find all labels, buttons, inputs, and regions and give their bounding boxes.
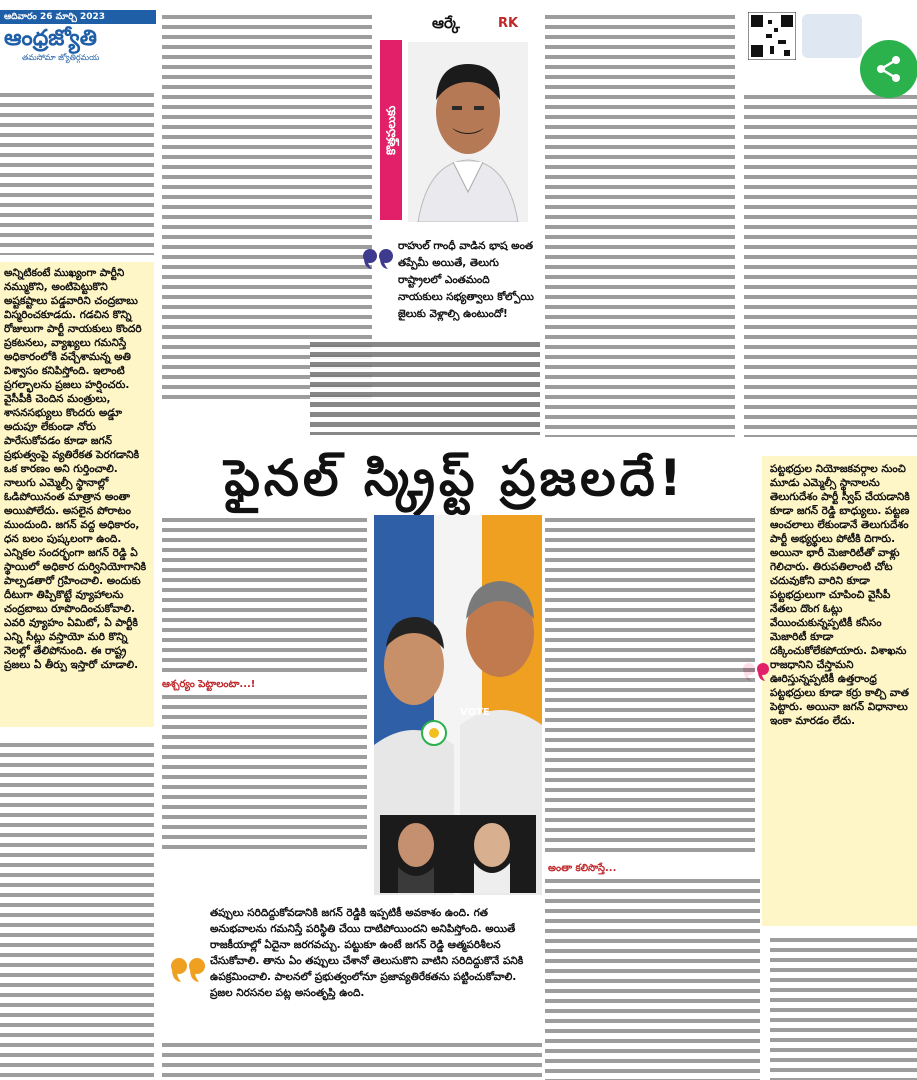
article-body-col3-top — [310, 340, 540, 435]
column-name-badge — [380, 40, 402, 220]
masthead — [0, 0, 156, 64]
qr-code-icon — [748, 12, 796, 60]
article-body-col4-bottom — [545, 876, 760, 1080]
article-body-col5-bottom — [770, 935, 917, 1080]
promo-lines — [802, 14, 862, 58]
masthead-date: ఆదివారం 26 మార్చి 2023 — [4, 12, 106, 22]
column-author: ఆర్కే — [432, 14, 460, 32]
quote-icon — [362, 246, 396, 270]
right-highlight-box — [762, 456, 917, 926]
pull-quote-top-text: రాహుల్ గాంధీ వాడిన భాష అంత తప్పేమీ అయితే, తెలుగు రాష్ట్రాలలో ఎంతమంది నాయకులు సభ్యత్వాలు కోల్పోయి జైలుకు వెళ్లాల్సి ఉంటుందో! — [398, 240, 534, 320]
article-body-left-top — [0, 90, 154, 255]
article-body-col2-mid — [162, 515, 367, 675]
quote-icon — [170, 955, 208, 983]
article-body-col2-lower — [162, 692, 367, 850]
right-highlight-text: పట్టభద్రుల నియోజకవర్గాల నుంచి మూడు ఎమ్మెల్సీ స్థానాలను తెలుగుదేశం పార్టీ స్వీప్ చేయడానికి కూడా జగన్ రెడ్డి బాధ్యులు. పట్టణ ఆంచలాలు లేకుండానే తెలుగుదేశం పార్టీ అభ్యర్థులు పోటీకి దిగారు. అయినా భారీ మెజారిటీతో వాళ్లు గెలిచారు. తిరుపతిలాంటి చోట చదువుకోని వారిని కూడా పట్టభద్రులుగా చూపించి వైసీపీ నేతలు దొంగ ఓట్లు వేయించుకున్నప్పటికీ కనీసం మెజారిటీ కూడా దక్కించుకోలేకపోయారు. విశాఖను రాజధానిని చేస్తామని ఊరిస్తున్నప్పటికీ ఉత్తరాంధ్ర పట్టభద్రులు కూడా కర్రు కాల్చి వాత పెట్టారు. అయినా జగన్ విధానాలు ఇంకా మారడం లేదు. — [770, 463, 910, 727]
column-header — [380, 12, 532, 237]
left-highlight-text: అన్నిటికంటే ముఖ్యంగా పార్టీని నమ్ముకొని, అంటిపెట్టుకొని అష్టకష్టాలు పడ్డవారిని చంద్రబాబు విస్మరించకూడదు. గడచిన కొన్ని రోజులుగా పార్టీ నాయకులు కొందరి ప్రకటనలు, వ్యాఖ్యలు గమనిస్తే అధికారంలోకి వచ్చేశామన్న అతి విశ్వాసం కనిపిస్తోంది. ఇలాంటి ప్రగల్భాలను ప్రజలు హర్షించరు. వైసీపీకి చెందిన మంత్రులు, శాసనసభ్యులు కొందరు అడ్డూ అదుపూ లేకుండా నోరు పారేసుకోవడం కూడా జగన్ ప్రభుత్వంపై వ్యతిరేకత పెరగడానికి ఒక కారణం అని గుర్తించాలి. నాలుగు ఎమ్మెల్సీ స్థానాల్లో ఓడిపోయినంత మాత్రాన అంతా అయిపోలేదు. అసలైన పోరాటం ముందుంది. జగన్ వద్ద అధికారం, ధన బలం పుష్కలంగా ఉంది. ఎన్నికల సందర్భంగా జగన్ రెడ్డి ఏ స్థాయిలో అధికార దుర్వినియోగానికి పాల్పడతారో గ్రహించాలి. అందుకు దీటుగా తిప్పికొట్టే వ్యూహాలను చంద్రబాబు రూపొందించుకోవాలి. ఎవరి వ్యూహం ఏమిటో, ఏ పార్టీకి ఎన్ని సీట్లు వస్తాయో మరి కొన్ని నెలల్లో తేలిపోనుంది. ఈ రాష్ట్ర ప్రజలు ఏ తీర్పు ఇస్తారో చూడాలి. — [4, 267, 147, 671]
column-name: కొత్తపలుకు — [384, 105, 398, 155]
article-body-col4-top — [545, 12, 735, 437]
left-highlight-box — [0, 262, 154, 727]
article-body-col5-top — [744, 92, 917, 437]
rk-logo: RK — [498, 16, 519, 31]
article-body-bottom-strip — [162, 1040, 542, 1080]
article-body-col4-mid — [545, 515, 755, 855]
vote-label: VOTE — [460, 707, 490, 718]
feature-image — [374, 515, 542, 895]
bottom-quote-text: తప్పులు సరిదిద్దుకోవడానికి జగన్ రెడ్డికి ఇప్పటికీ అవకాశం ఉంది. గత అనుభవాలను గమనిస్తే పరిస్థితి చేయి దాటిపోయిందని అనిపిస్తోంది. అయితే రాజకీయాల్లో ఏదైనా జరగవచ్చు. పట్టుకూ ఉంటే జగన్ రెడ్డి ఆత్మపరిశీలన చేసుకోవాలి. తాను ఏం తప్పులు చేశానో తెలుసుకొని వాటిని సరిదిద్దుకొనే పనికి ఉపక్రమించాలి. పాలనలో ప్రభుత్వంలోనూ ప్రజావ్యతిరేకతను పట్టించుకోవాలి. ప్రజల నిరసనల పట్ల అసంతృప్తి ఉంది. — [210, 907, 524, 999]
share-icon — [874, 54, 904, 84]
headline: ఫైనల్ స్క్రిప్ట్ ప్రజలదే! — [224, 449, 686, 507]
masthead-tagline: తమసోమా జ్యోతిర్గమయ — [22, 53, 100, 62]
subheading-one: ఆశ్చర్యం పెట్టాలంటా...! — [162, 679, 256, 690]
masthead-paper-name: ఆంధ్రజ్యోతి — [4, 26, 97, 51]
feature-image-art — [374, 515, 542, 895]
article-body-left-bottom — [0, 740, 154, 1080]
subheading-two: అంతా కలిసొస్తే... — [548, 863, 617, 874]
qr-promo-box — [744, 8, 864, 88]
author-photo — [408, 42, 528, 222]
share-button[interactable] — [860, 40, 917, 98]
